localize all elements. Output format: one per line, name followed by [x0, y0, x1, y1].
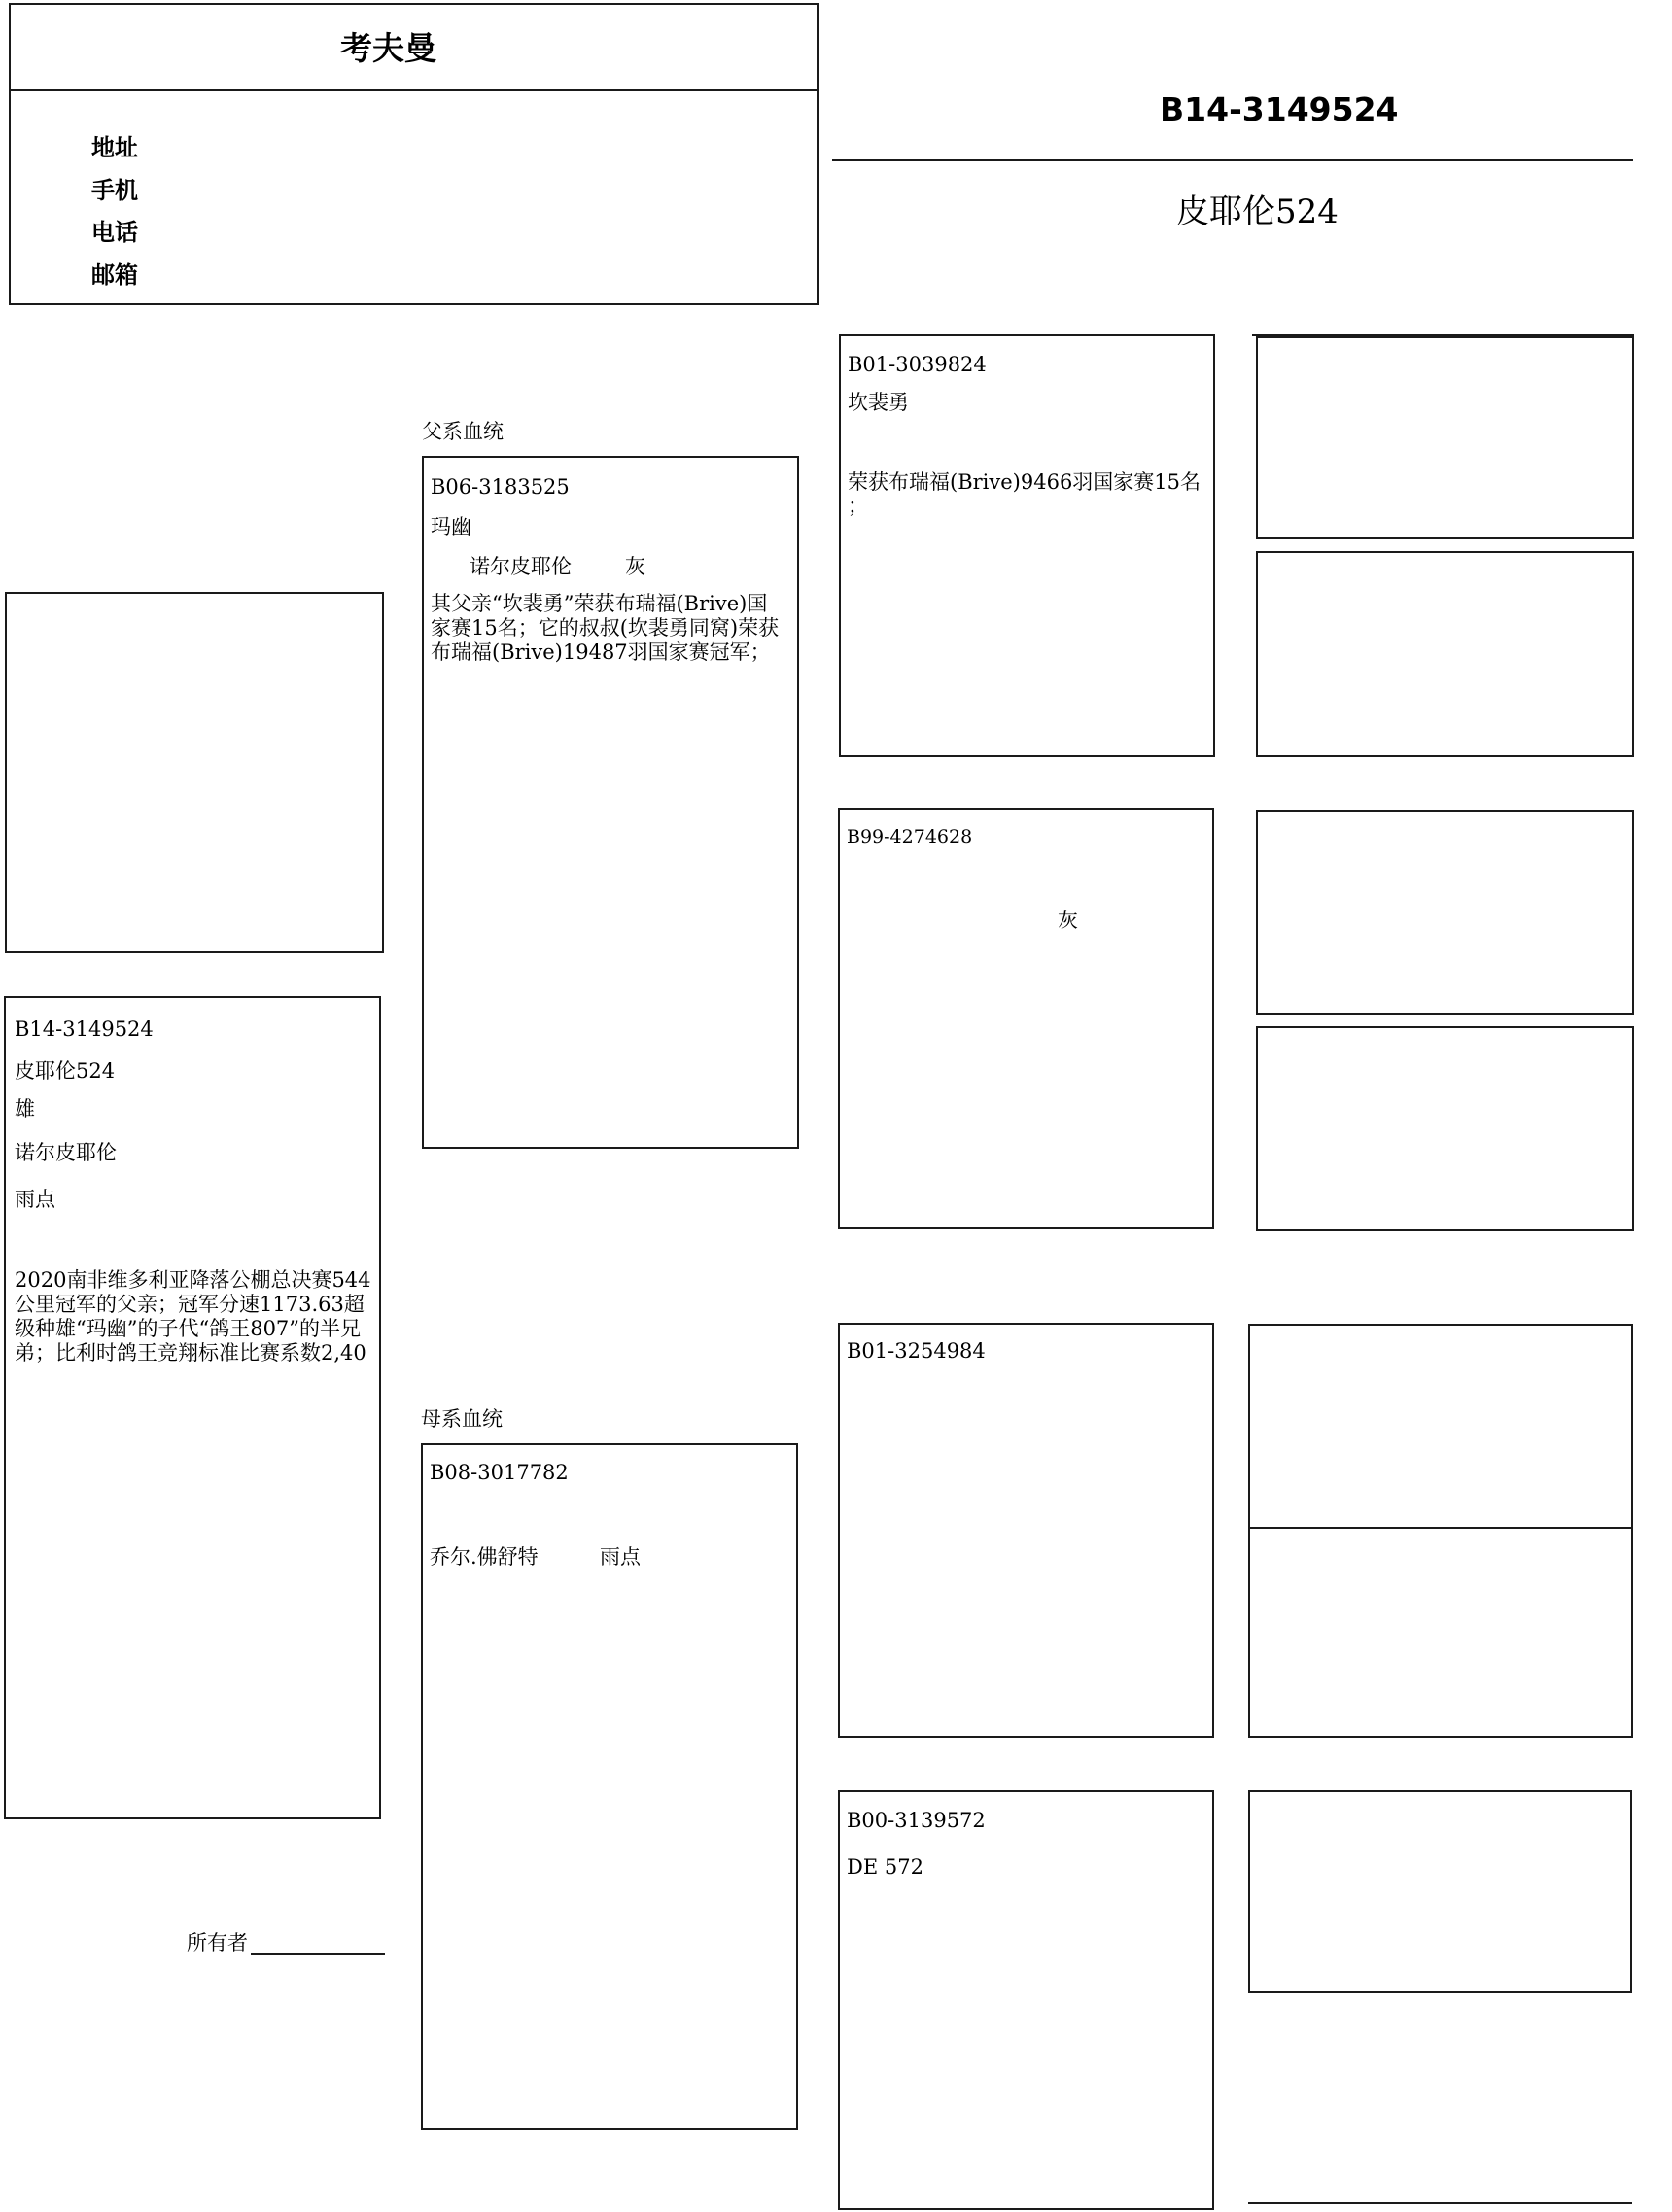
owner-line-label: 所有者 — [187, 1931, 248, 1954]
gp-dam-dam-strain: DE 572 — [847, 1855, 923, 1879]
dam-strain: 乔尔.佛舒特 — [430, 1545, 539, 1569]
ggp-2-card — [1256, 551, 1634, 757]
ggp-7-card — [1248, 1790, 1632, 1993]
sire-section-label: 父系血统 — [422, 420, 504, 443]
owner-signature-line — [251, 1953, 385, 1955]
owner-card-divider — [9, 89, 819, 91]
gp-sire-dam-card — [838, 808, 1214, 1229]
gp-sire-dam-color: 灰 — [1058, 909, 1078, 932]
subject-card — [4, 996, 381, 1819]
sire-color: 灰 — [625, 555, 645, 578]
dam-ring: B08-3017782 — [430, 1461, 569, 1484]
ggp-5-card — [1248, 1324, 1633, 1529]
sire-name: 玛幽 — [431, 515, 471, 538]
owner-field-email: 邮箱 — [91, 261, 138, 289]
ggp-3-card — [1256, 810, 1634, 1015]
owner-field-mobile: 手机 — [91, 177, 138, 204]
gp-sire-sire-name: 坎裴勇 — [848, 391, 909, 414]
subject-notes: 2020南非维多利亚降落公棚总决赛544公里冠军的父亲；冠军分速1173.63超级种雄“玛幽”的子代“鸽王807”的半兄弟；比利时鸽王竞翔标准比赛系数2,40 — [15, 1268, 371, 1365]
gp-dam-dam-card — [838, 1790, 1214, 2210]
header-divider — [832, 159, 1633, 161]
gp-dam-dam-ring: B00-3139572 — [847, 1809, 986, 1832]
ggp-6-card — [1248, 1527, 1633, 1738]
ggp-bottom-line — [1248, 2202, 1632, 2204]
subject-name: 皮耶伦524 — [15, 1059, 116, 1083]
sire-ring: B06-3183525 — [431, 475, 570, 499]
subject-color: 雨点 — [15, 1188, 55, 1211]
dam-section-label: 母系血统 — [421, 1407, 503, 1431]
gp-sire-dam-ring: B99-4274628 — [847, 826, 973, 847]
subject-ring: B14-3149524 — [15, 1018, 154, 1041]
owner-field-address: 地址 — [91, 134, 138, 161]
sire-strain: 诺尔皮耶伦 — [470, 555, 572, 578]
owner-card-name: 考夫曼 — [340, 29, 436, 67]
gp-sire-sire-ring: B01-3039824 — [848, 353, 987, 376]
header-name: 皮耶伦524 — [1176, 192, 1339, 231]
ggp-1-card — [1256, 336, 1634, 539]
subject-sex: 雄 — [15, 1097, 35, 1121]
photo-frame — [5, 592, 384, 953]
sire-notes: 其父亲“坎裴勇”荣获布瑞福(Brive)国家赛15名；它的叔叔(坎裴勇同窝)荣获布瑞福(Brive)19487羽国家赛冠军； — [431, 592, 780, 664]
ggp-4-card — [1256, 1026, 1634, 1231]
gp-dam-sire-card — [838, 1323, 1214, 1738]
gp-dam-sire-ring: B01-3254984 — [847, 1339, 986, 1363]
gp-sire-sire-notes: 荣获布瑞福(Brive)9466羽国家赛15名 ； — [848, 470, 1202, 518]
subject-strain: 诺尔皮耶伦 — [15, 1141, 117, 1164]
header-ring: B14-3149524 — [1160, 90, 1399, 128]
dam-color: 雨点 — [600, 1545, 641, 1569]
owner-field-phone: 电话 — [91, 219, 138, 246]
